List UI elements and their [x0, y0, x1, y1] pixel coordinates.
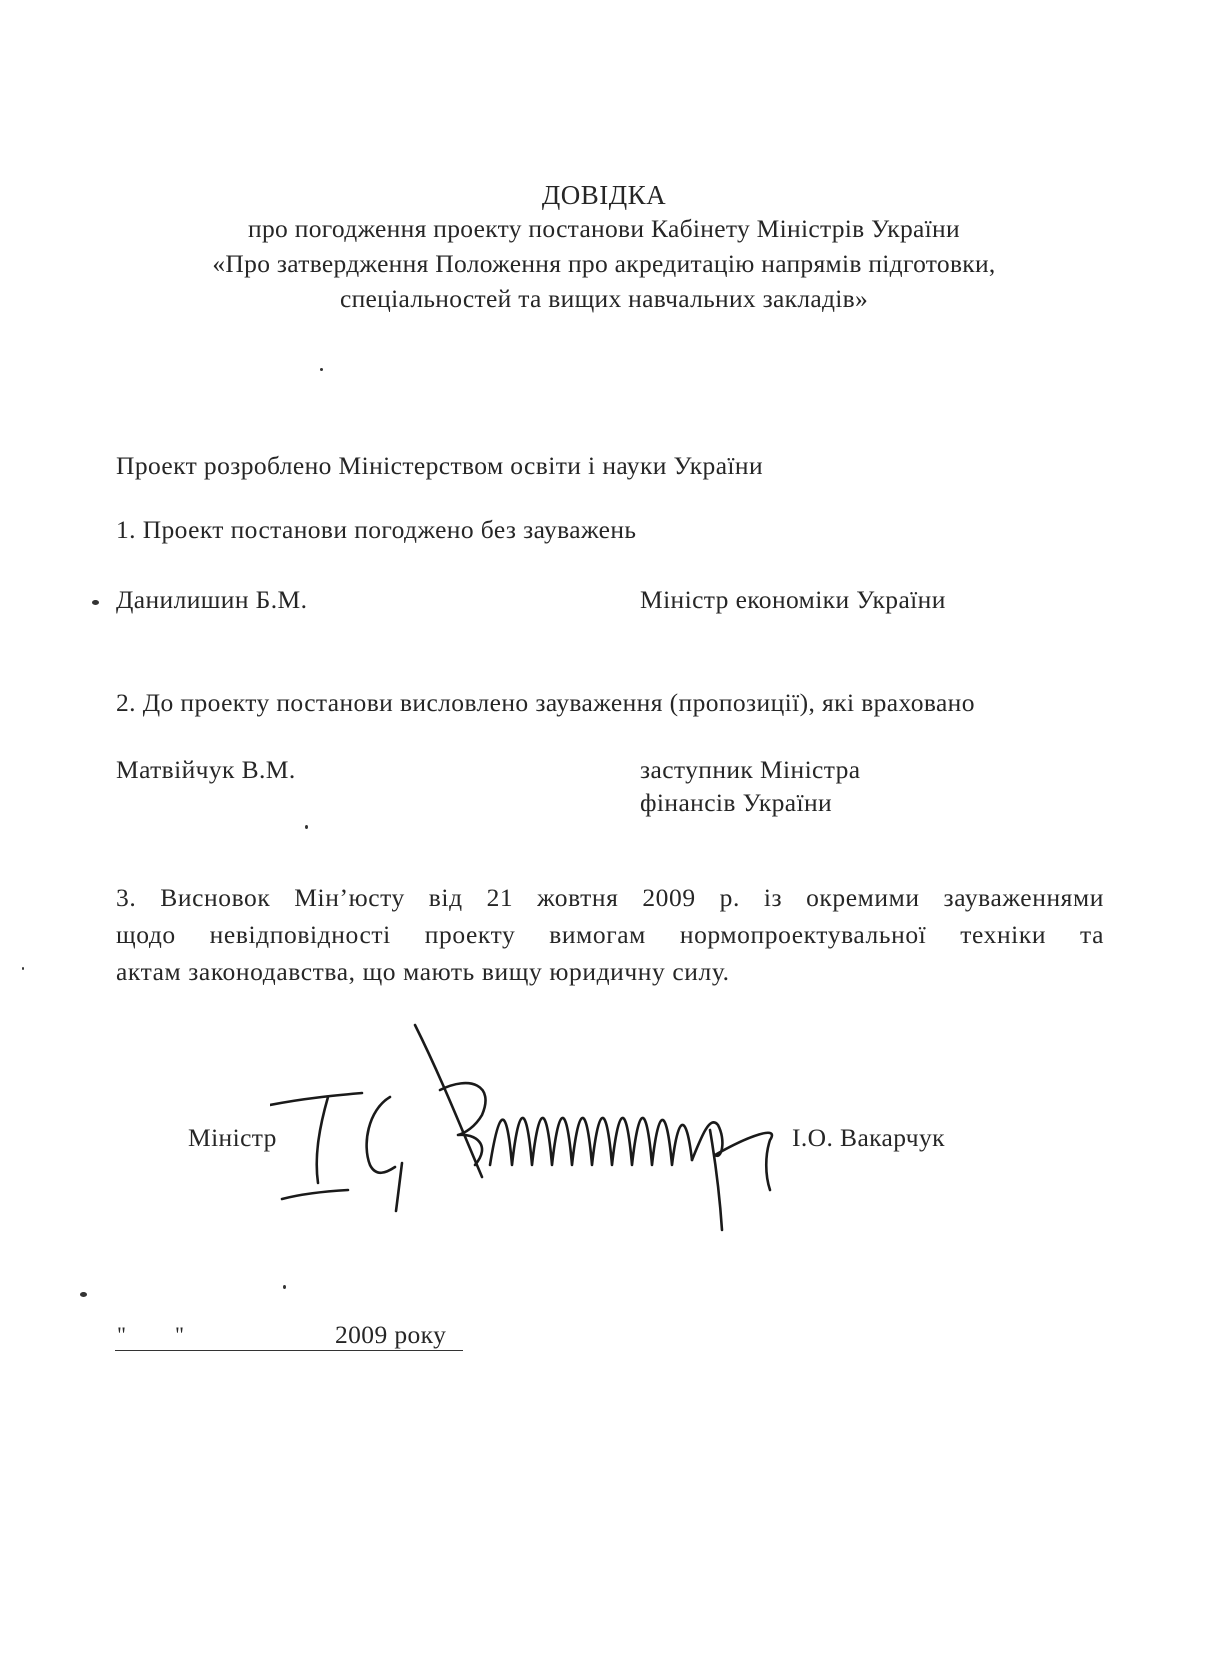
scan-speck — [320, 368, 323, 371]
handwritten-signature — [270, 1015, 830, 1265]
scan-speck — [305, 825, 308, 829]
scan-speck — [22, 967, 24, 970]
subtitle-line-3: спеціальностей та вищих навчальних закладів» — [339, 284, 869, 313]
section1-person: Данилишин Б.М. — [116, 585, 308, 614]
date-quote-close: " — [175, 1322, 185, 1347]
section2-position-line-1: заступник Міністра — [640, 755, 861, 784]
section1-heading: 1. Проект постанови погоджено без зауважень — [116, 515, 637, 544]
signature-role: Міністр — [188, 1123, 277, 1152]
section3-line-3: актам законодавства, що мають вищу юридичну силу. — [116, 957, 730, 986]
scan-speck — [283, 1285, 286, 1289]
section2-position-line-2: фінансів України — [640, 788, 833, 817]
intro-text: Проект розроблено Міністерством освіти і науки України — [116, 451, 763, 480]
section2-heading: 2. До проекту постанови висловлено зауваження (пропозиції), які враховано — [116, 688, 975, 717]
subtitle-line-1: про погодження проекту постанови Кабінету Міністрів України — [248, 214, 960, 243]
section1-position: Міністр економіки України — [640, 585, 946, 614]
subtitle-line-2: «Про затвердження Положення про акредитацію напрямів підготовки, — [212, 249, 996, 278]
section3-line-1: 3. Висновок Мін’юсту від 21 жовтня 2009 р. із окремими зауваженнями — [116, 883, 1104, 912]
date-line — [115, 1322, 463, 1351]
date-year: 2009 року — [335, 1320, 447, 1349]
signature-name: І.О. Вакарчук — [792, 1123, 945, 1152]
scan-speck — [92, 600, 99, 605]
document-title: ДОВІДКА — [541, 180, 667, 210]
date-quote-open: " — [117, 1322, 127, 1347]
section2-person: Матвійчук В.М. — [116, 755, 296, 784]
scan-speck — [80, 1292, 87, 1297]
section3-line-2: щодо невідповідності проекту вимогам нормопроектувальної техніки та — [116, 920, 1104, 949]
